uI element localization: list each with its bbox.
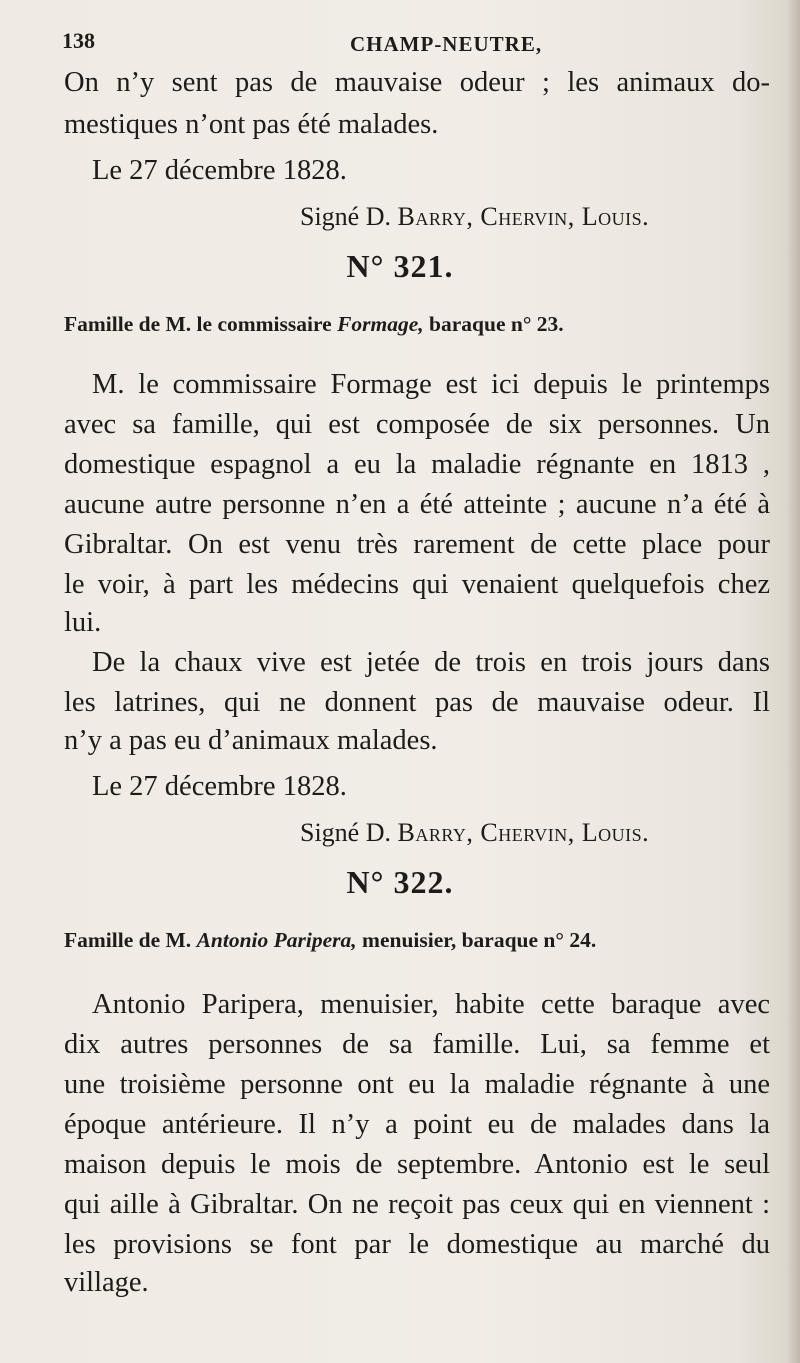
page-number: 138 [62, 28, 95, 53]
text-line: De la chaux vive est jetée de trois en trois jours dans [92, 647, 770, 678]
text-line: qui aille à Gibraltar. On ne reçoit pas ceux qui en viennent : [64, 1189, 770, 1220]
signature [300, 816, 649, 850]
entry-number: N° 322. [346, 864, 454, 900]
text-line: époque antérieure. Il n’y a point eu de malades dans la [64, 1109, 770, 1140]
text-line: Antonio Paripera, menuisier, habite cette baraque avec [92, 989, 770, 1020]
running-title: CHAMP-NEUTRE, [350, 32, 543, 56]
signature-names: Barry, Chervin, Louis. [397, 818, 650, 847]
text-line: mestiques n’ont pas été malades. [64, 109, 439, 140]
text-line: le voir, à part les médecins qui venaient quelquefois chez [64, 569, 770, 600]
caption-name: Antonio Paripera, [196, 928, 357, 952]
text-line: les latrines, qui ne donnent pas de mauvaise odeur. Il [64, 687, 770, 718]
text-line: aucune autre personne n’en a été atteinte ; aucune n’a été à [64, 489, 770, 520]
entry-caption [64, 310, 564, 338]
running-head [62, 28, 770, 62]
text-line: une troisième personne ont eu la maladie régnante à une [64, 1069, 770, 1100]
text-line: domestique espagnol a eu la maladie régnante en 1813 , [64, 449, 770, 480]
text-line: maison depuis le mois de septembre. Antonio est le seul [64, 1149, 770, 1180]
signature-prefix: Signé D. [300, 818, 391, 847]
text-line: avec sa famille, qui est composée de six personnes. Un [64, 409, 770, 440]
date-line: Le 27 décembre 1828. [92, 771, 347, 802]
signature-prefix: Signé D. [300, 202, 391, 231]
text-line: village. [64, 1267, 149, 1298]
page-edge-shadow [786, 0, 800, 1363]
date-line: Le 27 décembre 1828. [92, 155, 347, 186]
text-line: Gibraltar. On est venu très rarement de cette place pour [64, 529, 770, 560]
text-line: les provisions se font par le domestique au marché du [64, 1229, 770, 1260]
entry-caption [64, 926, 596, 954]
caption-prefix: Famille de M. le commissaire [64, 312, 332, 336]
signature-names: Barry, Chervin, Louis. [397, 202, 650, 231]
text-line: M. le commissaire Formage est ici depuis le printemps [92, 369, 770, 400]
caption-suffix: menuisier, baraque n° 24. [362, 928, 597, 952]
entry-number: N° 321. [346, 248, 454, 284]
text-line: dix autres personnes de sa famille. Lui, sa femme et [64, 1029, 770, 1060]
caption-name: Formage, [337, 312, 424, 336]
caption-suffix: baraque n° 23. [429, 312, 564, 336]
text-line: lui. [64, 607, 102, 638]
text-line: n’y a pas eu d’animaux malades. [64, 725, 438, 756]
text-line: On n’y sent pas de mauvaise odeur ; les animaux do- [64, 67, 770, 98]
caption-prefix: Famille de M. [64, 928, 192, 952]
signature [300, 200, 649, 234]
